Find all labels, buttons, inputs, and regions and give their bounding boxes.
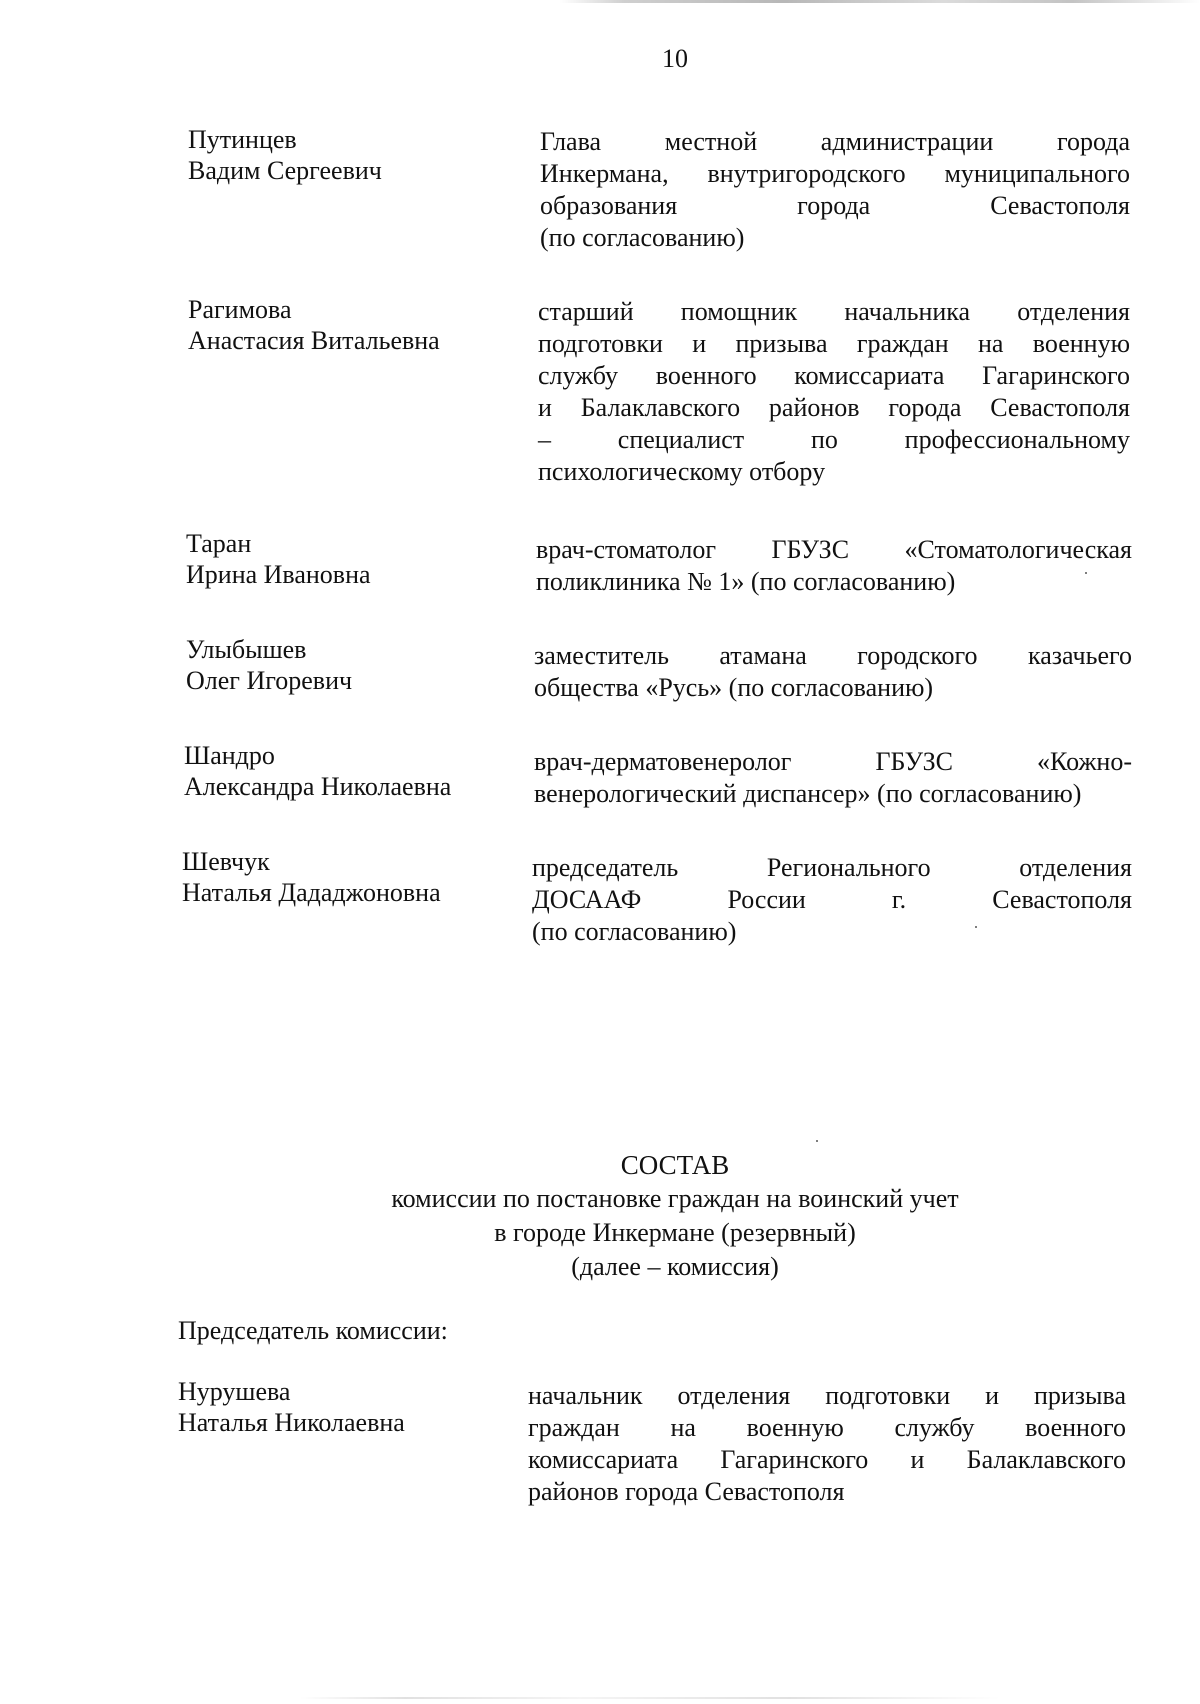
member-surname: Шандро [184, 741, 275, 770]
member-role [538, 296, 1130, 488]
composition-heading [0, 1148, 1200, 1284]
role-line: общества «Русь» (по согласованию) [534, 673, 934, 702]
role-line: врач-стоматолог ГБУЗС «Стоматологическая [536, 535, 1132, 564]
member-name [188, 294, 440, 356]
member-name [186, 634, 352, 696]
member-surname: Путинцев [188, 125, 297, 154]
page-number: 10 [662, 44, 688, 73]
role-line: поликлиника № 1» (по согласованию) [536, 567, 956, 596]
role-line: заместитель атамана городского казачьего [534, 641, 1132, 670]
member-given-names: Олег Игоревич [186, 666, 353, 695]
member-surname: Рагимова [188, 295, 292, 324]
role-line: психологическому отбору [538, 457, 826, 486]
member-name [188, 124, 382, 186]
role-line: председатель Регионального отделения [532, 853, 1132, 882]
role-line: службу военного комиссариата Гагаринского [538, 361, 1130, 390]
member-given-names: Анастасия Витальевна [188, 326, 440, 355]
role-line: ДОСААФ России г. Севастополя [532, 885, 1132, 914]
role-line: (по согласованию) [532, 917, 737, 946]
role-line: Инкермана, внутригородского муниципального [540, 159, 1130, 188]
member-role [534, 746, 1132, 810]
role-line: врач-дерматовенеролог ГБУЗС «Кожно- [534, 747, 1132, 776]
role-line: – специалист по профессиональному [538, 425, 1130, 454]
role-line: Глава местной администрации города [540, 127, 1130, 156]
composition-title: СОСТАВ [620, 1150, 730, 1180]
role-line: районов города Севастополя [528, 1477, 845, 1506]
member-given-names: Александра Николаевна [184, 772, 452, 801]
role-line: образования города Севастополя [540, 191, 1130, 220]
scan-artifact-bottom [300, 1697, 1000, 1699]
scan-artifact-top [560, 0, 1200, 3]
member-surname: Шевчук [182, 847, 270, 876]
role-line: венерологический диспансер» (по согласованию) [534, 779, 1082, 808]
chair-name [178, 1376, 405, 1438]
composition-subtitle-line: (далее – комиссия) [571, 1252, 779, 1281]
chair-surname: Нурушева [178, 1377, 291, 1406]
role-line: подготовки и призыва граждан на военную [538, 329, 1130, 358]
member-given-names: Ирина Ивановна [186, 560, 371, 589]
scan-speck [975, 926, 977, 928]
member-given-names: Вадим Сергеевич [188, 156, 382, 185]
member-surname: Улыбышев [186, 635, 307, 664]
member-name [186, 528, 371, 590]
member-surname: Таран [186, 529, 252, 558]
chair-label: Председатель комиссии: [178, 1316, 448, 1345]
member-role [536, 534, 1132, 598]
role-line: и Балаклавского районов города Севастополя [538, 393, 1130, 422]
composition-subtitle-line: в городе Инкермане (резервный) [494, 1218, 856, 1247]
member-role [540, 126, 1130, 254]
member-name [182, 846, 441, 908]
member-role [532, 852, 1132, 948]
member-role [534, 640, 1132, 704]
role-line: комиссариата Гагаринского и Балаклавского [528, 1445, 1126, 1474]
chair-role [528, 1380, 1126, 1508]
member-given-names: Наталья Дададжоновна [182, 878, 441, 907]
role-line: начальник отделения подготовки и призыва [528, 1381, 1126, 1410]
composition-subtitle-line: комиссии по постановке граждан на воинский учет [391, 1184, 959, 1213]
member-name [184, 740, 451, 802]
chair-given-names: Наталья Николаевна [178, 1408, 405, 1437]
role-line: (по согласованию) [540, 223, 745, 252]
scan-speck [816, 1140, 818, 1142]
role-line: старший помощник начальника отделения [538, 297, 1130, 326]
scan-speck [1085, 572, 1087, 574]
role-line: граждан на военную службу военного [528, 1413, 1126, 1442]
